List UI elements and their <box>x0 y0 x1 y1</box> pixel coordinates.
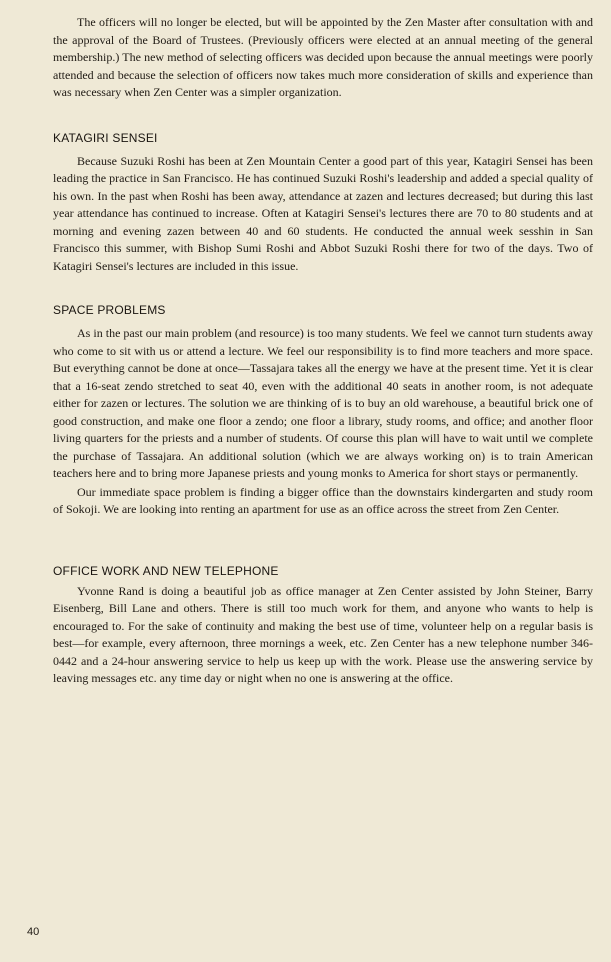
section-heading-office-work: OFFICE WORK AND NEW TELEPHONE <box>53 563 279 578</box>
page-number: 40 <box>27 926 40 938</box>
intro-paragraph: The officers will no longer be elected, but will be appointed by the Zen Master after consultation with and the approval of the Board of Trustees. (Previously officers were elected at an annual meeting of the general membership.) The new method of selecting officers was decided upon because the annual meetings were poorly attended and because the selection of officers now takes much more consideration of skills and experience than was necessary when Zen Center was a simpler organization. <box>53 15 593 99</box>
section-heading-space-problems: SPACE PROBLEMS <box>53 303 166 317</box>
space-problems-paragraph-1: As in the past our main problem (and resource) is too many students. We feel we cannot turn students away who come to sit with us or attend a lecture. We feel our responsibility is to find more teachers and more space. But everything cannot be done at once—Tassajara takes all the energy we have at the present time. Yet it is clear that a 16-seat zendo stretched to seat 40, even with the additional 40 seats in another room, is not adequate either for zazen or lectures. The solution we are thinking of is to buy an old warehouse, a beautiful brick one of good construction, and make one floor a zendo; one floor a library, study rooms, and office; and another floor living quarters for the priests and a number of students. Of course this plan will have to wait until we complete the purchase of Tassajara. An additional solution (which we are always working on) is to train American teachers here and to bring more Japanese priests and young monks to America for short stays or permanently. <box>53 326 593 480</box>
space-problems-paragraph-2: Our immediate space problem is finding a bigger office than the downstairs kindergarten and study room of Sokoji. We are looking into renting an apartment for use as an office across the street from Zen Center. <box>53 484 593 516</box>
section-heading-katagiri-sensei: KATAGIRI SENSEI <box>53 130 158 145</box>
katagiri-sensei-paragraph: Because Suzuki Roshi has been at Zen Mountain Center a good part of this year, Katagiri Sensei has been leading the practice in San Francisco. He has continued Suzuki Roshi's leadership and added a special quality of his own. In the past when Roshi has been away, attendance at zazen and lectures decreased; but during this last year attendance has continued to increase. Often at Katagiri Sensei's lectures there are 70 to 80 students and at morning and evening zazen between 40 and 60 students. He conducted the annual week sesshin in San Francisco this summer, with Bishop Sumi Roshi and Abbot Suzuki Roshi there for two of the days. Two of Katagiri Sensei's lectures are included in this issue. <box>53 153 593 273</box>
office-work-paragraph: Yvonne Rand is doing a beautiful job as office manager at Zen Center assisted by John Steiner, Barry Eisenberg, Bill Lane and others. There is still too much work for them, and anyone who wants to help is encouraged to. For the sake of continuity and making the best use of time, volunteer help on a regular basis is best—for example, every afternoon, three mornings a week, etc. Zen Center has a new telephone number 346-0442 and a 24-hour answering service to help us keep up with the work. Please use the answering service by leaving messages etc. any time day or night when no one is answering at the office. <box>53 583 593 685</box>
